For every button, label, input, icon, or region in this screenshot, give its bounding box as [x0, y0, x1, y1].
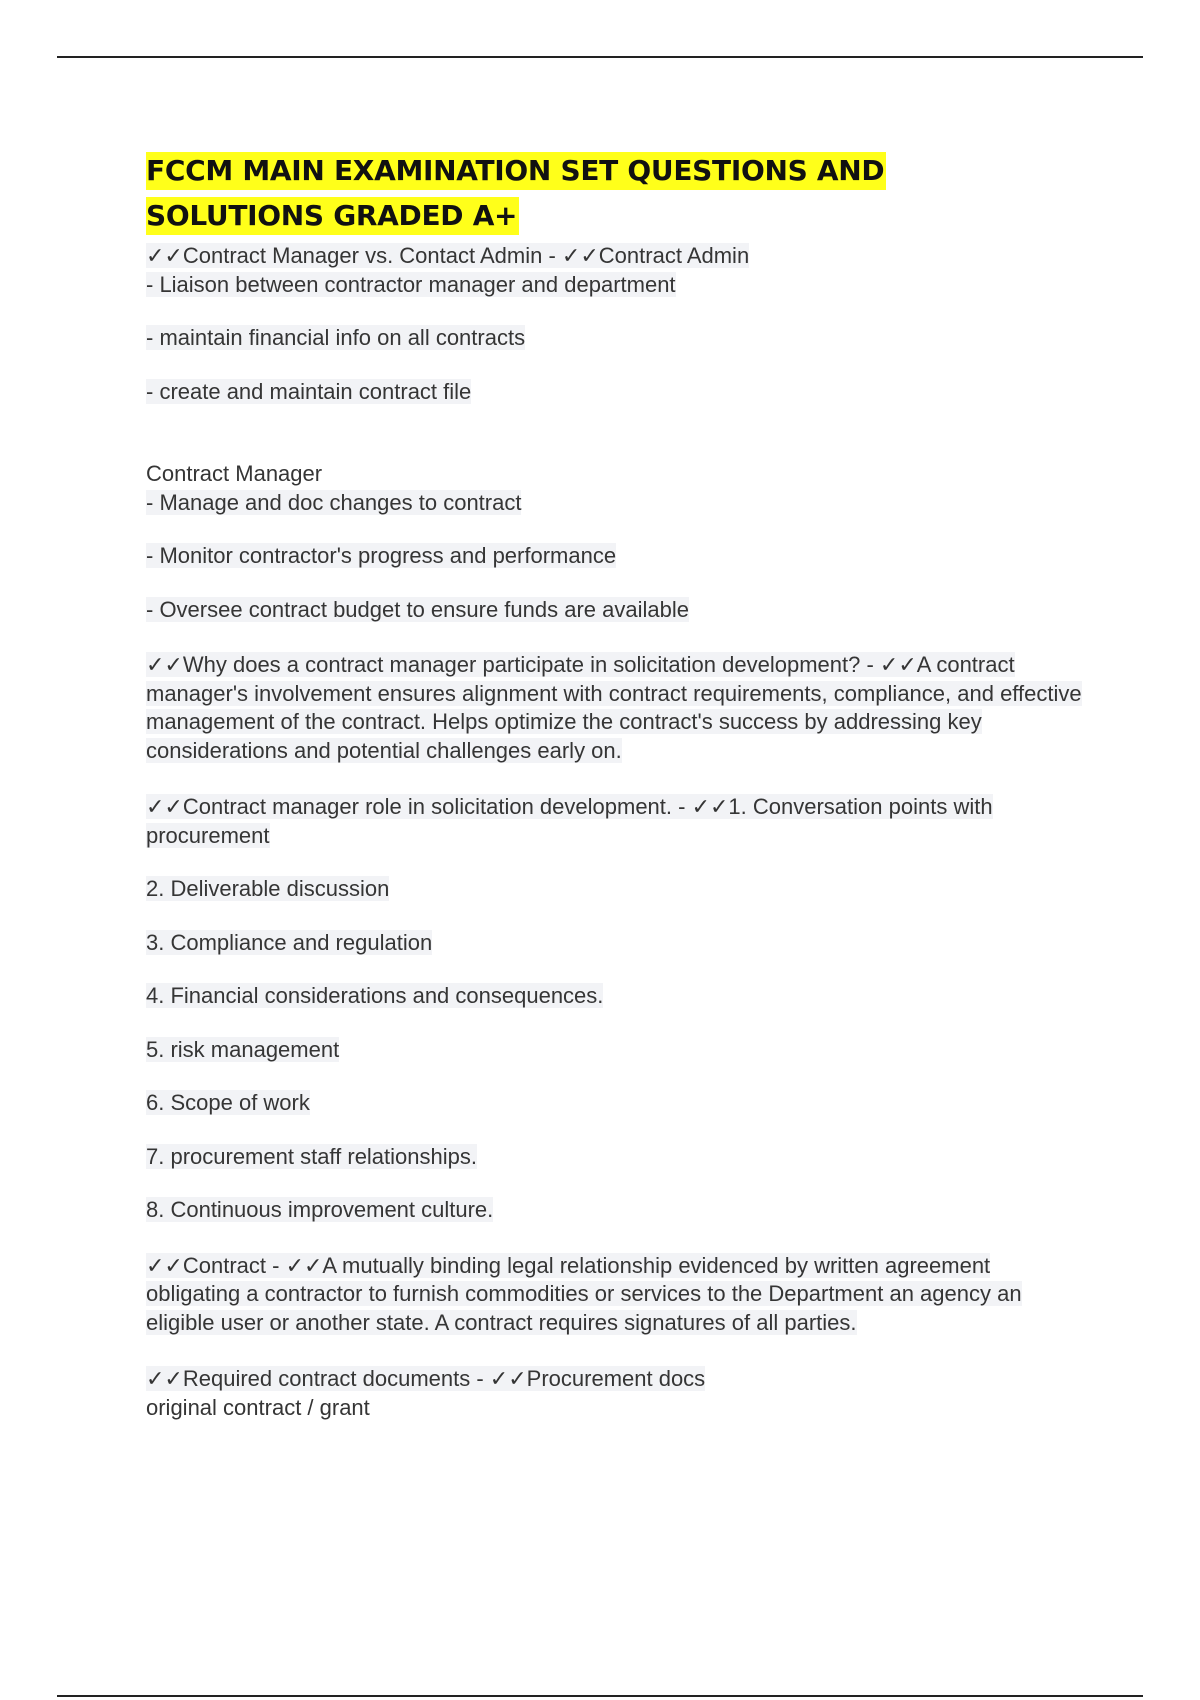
q3-list-item: 8. Continuous improvement culture. — [146, 1197, 494, 1222]
bottom-rule — [57, 1695, 1143, 1697]
q1-question: ✓✓Contract Manager vs. Contact Admin - ✓✓Contract Admin — [146, 243, 750, 268]
q2-paragraph: ✓✓Why does a contract manager participate in solicitation development? - ✓✓A contract manager's involvement ensures alignment with contract requirements, compliance, and effective management of the contract. Helps optimize the contract's success by addressing key considerations and potential challenges early on. — [146, 652, 1082, 763]
title-line-1: FCCM MAIN EXAMINATION SET QUESTIONS AND — [146, 152, 886, 190]
q1-manager-item: - Monitor contractor's progress and performance — [146, 543, 617, 568]
q3-list-item: 3. Compliance and regulation — [146, 929, 433, 955]
q1-admin-item: - Liaison between contractor manager and department — [146, 271, 676, 297]
top-rule — [57, 56, 1143, 58]
q4-paragraph: ✓✓Contract - ✓✓A mutually binding legal relationship evidenced by written agreement obligating a contractor to furnish commodities or services to the Department an agency an eligible user or another state. A contract requires signatures of all parties. — [146, 1252, 1022, 1335]
q3-list-item: 4. Financial considerations and consequences. — [146, 983, 604, 1008]
title-line-2: SOLUTIONS GRADED A+ — [146, 197, 519, 235]
q5-answer-line: original contract / grant — [146, 1394, 370, 1420]
document-body — [146, 148, 1086, 1422]
q3-list-item: 6. Scope of work — [146, 1090, 310, 1115]
q1-admin-item: - create and maintain contract file — [146, 378, 472, 404]
q3-list-item: 2. Deliverable discussion — [146, 876, 390, 901]
q1-manager-item: - Oversee contract budget to ensure funds are available — [146, 596, 689, 622]
document-title — [146, 148, 1086, 238]
q3-paragraph: ✓✓Contract manager role in solicitation development. - ✓✓1. Conversation points with procurement — [146, 794, 993, 848]
q1-manager-item: - Manage and doc changes to contract — [146, 489, 522, 515]
q3-list-item: 5. risk management — [146, 1036, 340, 1062]
q1-manager-heading: Contract Manager — [146, 461, 323, 486]
q5-question: ✓✓Required contract documents - ✓✓Procurement docs — [146, 1366, 706, 1391]
q3-list-item: 7. procurement staff relationships. — [146, 1143, 477, 1169]
q1-admin-item: - maintain financial info on all contracts — [146, 325, 526, 350]
